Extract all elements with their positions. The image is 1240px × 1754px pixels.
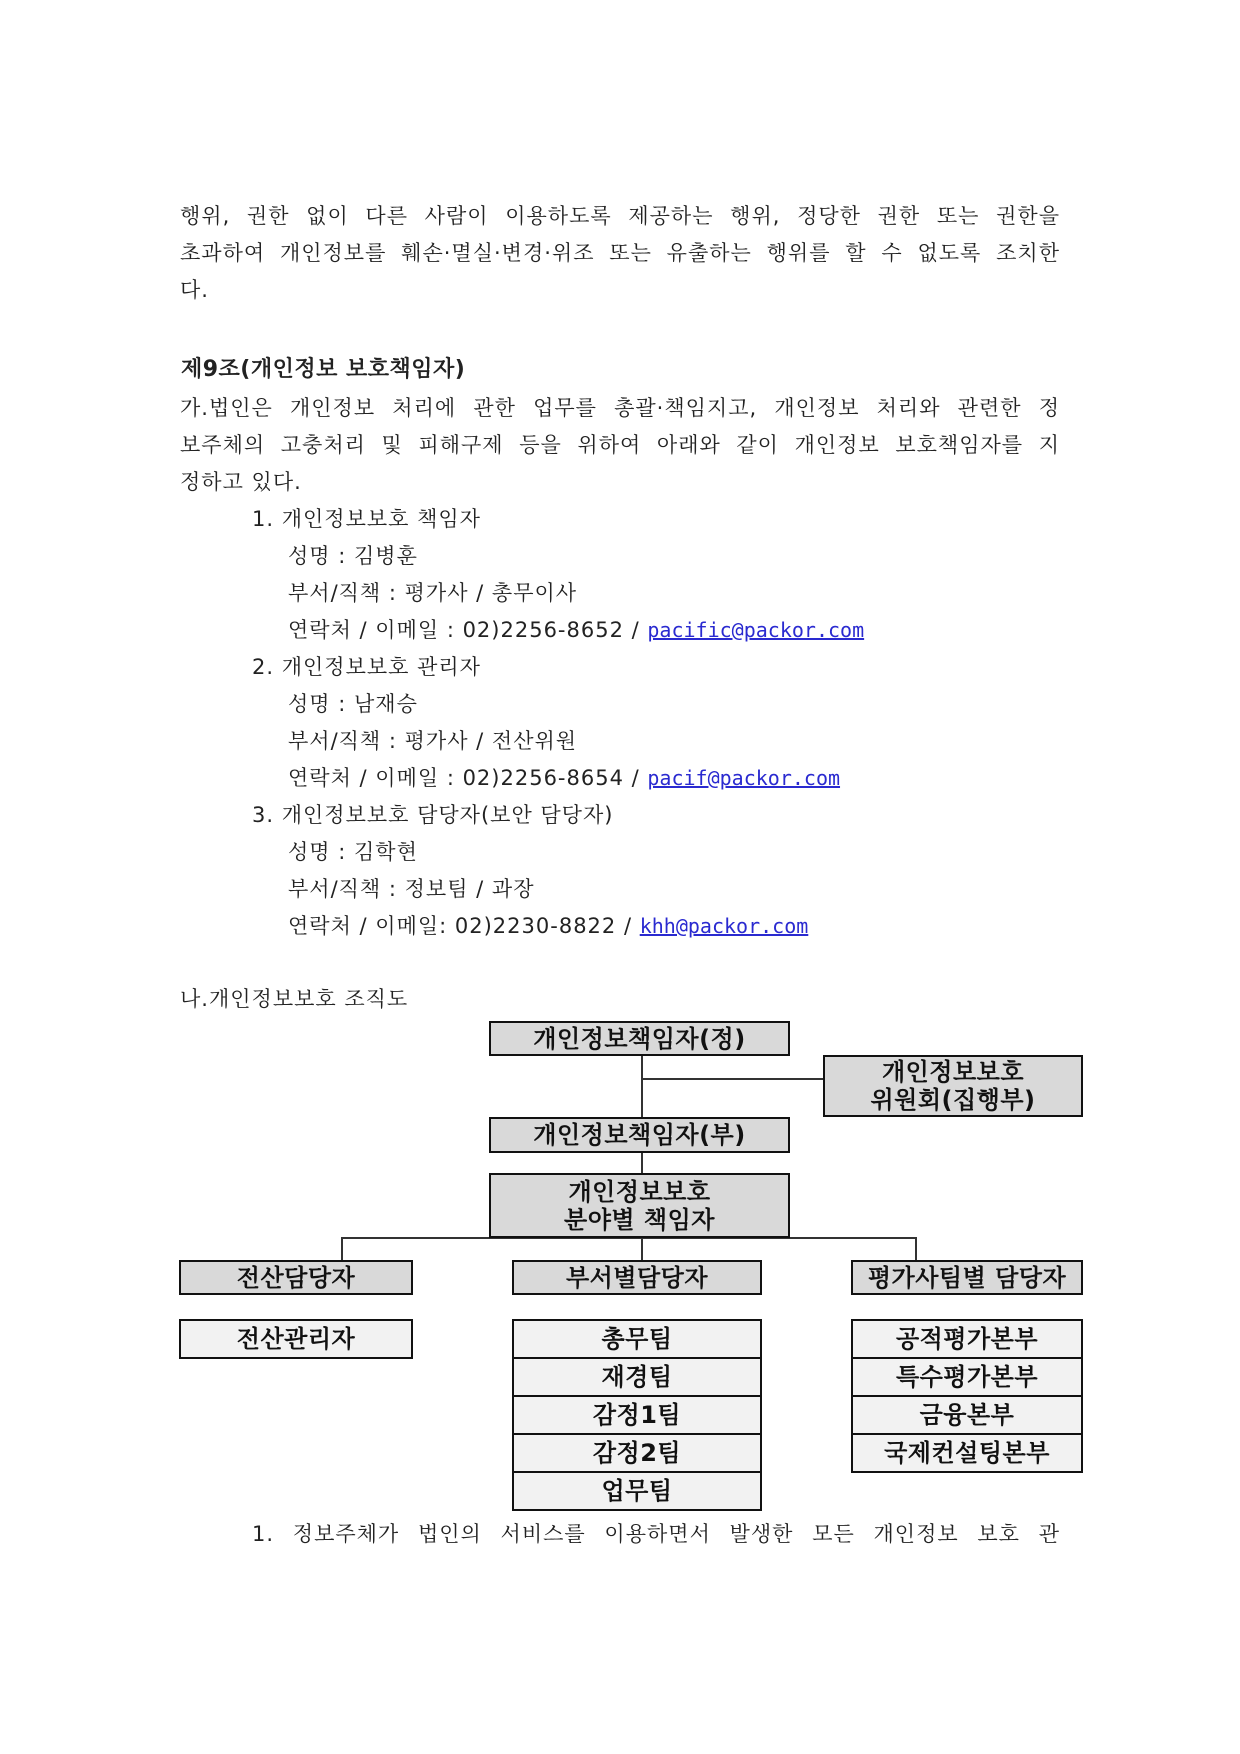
para-ga-line-2: 보주체의 고충처리 및 피해구제 등을 위하여 아래와 같이 개인정보 보호책임자를 지	[180, 433, 1060, 457]
person-3-dept: 부서/직책 : 정보팀 / 과장	[288, 877, 535, 901]
dept-item-box: 총무팀	[512, 1319, 762, 1359]
team-item-box: 국제컨설팅본부	[851, 1433, 1083, 1473]
person-3-name: 성명 : 김학현	[288, 840, 418, 864]
connector-chief-vice	[641, 1054, 643, 1118]
field-officer-box	[489, 1173, 790, 1238]
connector-committee	[641, 1078, 824, 1080]
connector-team	[915, 1237, 917, 1262]
field-line-2: 분야별 책임자	[564, 1205, 715, 1234]
person-2-name: 성명 : 남재승	[288, 692, 418, 716]
team-item-box: 공적평가본부	[851, 1319, 1083, 1359]
person-1-dept: 부서/직책 : 평가사 / 총무이사	[288, 581, 578, 605]
dept-manager-head-box: 부서별담당자	[512, 1260, 762, 1295]
chief-officer-box: 개인정보책임자(정)	[489, 1021, 790, 1056]
dept-item-box: 감정2팀	[512, 1433, 762, 1473]
field-line-1: 개인정보보호	[568, 1177, 711, 1206]
person-1-contact-text: 연락처 / 이메일 : 02)2256-8652 /	[288, 618, 648, 642]
connector-field-dept	[641, 1237, 643, 1262]
person-1-email-link[interactable]: pacific@packor.com	[647, 618, 865, 642]
connector-it	[341, 1237, 343, 1262]
footer-item-line: 1. 정보주체가 법인의 서비스를 이용하면서 발생한 모든 개인정보 보호 관	[252, 1522, 1060, 1546]
team-item-box: 특수평가본부	[851, 1357, 1083, 1397]
person-3-heading: 3. 개인정보보호 담당자(보안 담당자)	[252, 803, 614, 827]
intro-line-2: 초과하여 개인정보를 훼손·멸실·변경·위조 또는 유출하는 행위를 할 수 없도록 조치한	[180, 241, 1060, 265]
person-3-contact-text: 연락처 / 이메일: 02)2230-8822 /	[288, 914, 640, 938]
it-item-box: 전산관리자	[179, 1319, 413, 1359]
it-manager-head-box: 전산담당자	[179, 1260, 413, 1295]
person-1-contact	[288, 615, 864, 645]
person-2-email-link[interactable]: pacif@packor.com	[647, 766, 841, 790]
vice-officer-box: 개인정보책임자(부)	[489, 1117, 790, 1153]
para-ga-line-1: 가.법인은 개인정보 처리에 관한 업무를 총괄·책임지고, 개인정보 처리와 관련한 정	[180, 396, 1060, 420]
team-item-box: 금융본부	[851, 1395, 1083, 1435]
dept-item-box: 업무팀	[512, 1471, 762, 1511]
team-manager-head-box: 평가사팀별 담당자	[851, 1260, 1083, 1295]
org-chart-title: 나.개인정보보호 조직도	[180, 987, 409, 1011]
intro-line-3: 다.	[180, 278, 209, 302]
committee-box	[823, 1055, 1083, 1117]
person-2-contact	[288, 763, 840, 793]
person-1-name: 성명 : 김병훈	[288, 544, 418, 568]
person-1-heading: 1. 개인정보보호 책임자	[252, 507, 481, 531]
person-2-heading: 2. 개인정보보호 관리자	[252, 655, 481, 679]
person-2-contact-text: 연락처 / 이메일 : 02)2256-8654 /	[288, 766, 648, 790]
para-ga-line-3: 정하고 있다.	[180, 470, 302, 494]
person-3-email-link[interactable]: khh@packor.com	[639, 914, 809, 938]
person-3-contact	[288, 911, 808, 941]
connector-vice-field	[641, 1152, 643, 1174]
intro-line-1: 행위, 권한 없이 다른 사람이 이용하도록 제공하는 행위, 정당한 권한 또는 권한을	[180, 204, 1060, 228]
dept-item-box: 재경팀	[512, 1357, 762, 1397]
section-title: 제9조(개인정보 보호책임자)	[181, 357, 466, 382]
committee-line-2: 위원회(집행부)	[870, 1086, 1036, 1114]
committee-line-1: 개인정보보호	[881, 1058, 1025, 1086]
person-2-dept: 부서/직책 : 평가사 / 전산위원	[288, 729, 578, 753]
dept-item-box: 감정1팀	[512, 1395, 762, 1435]
